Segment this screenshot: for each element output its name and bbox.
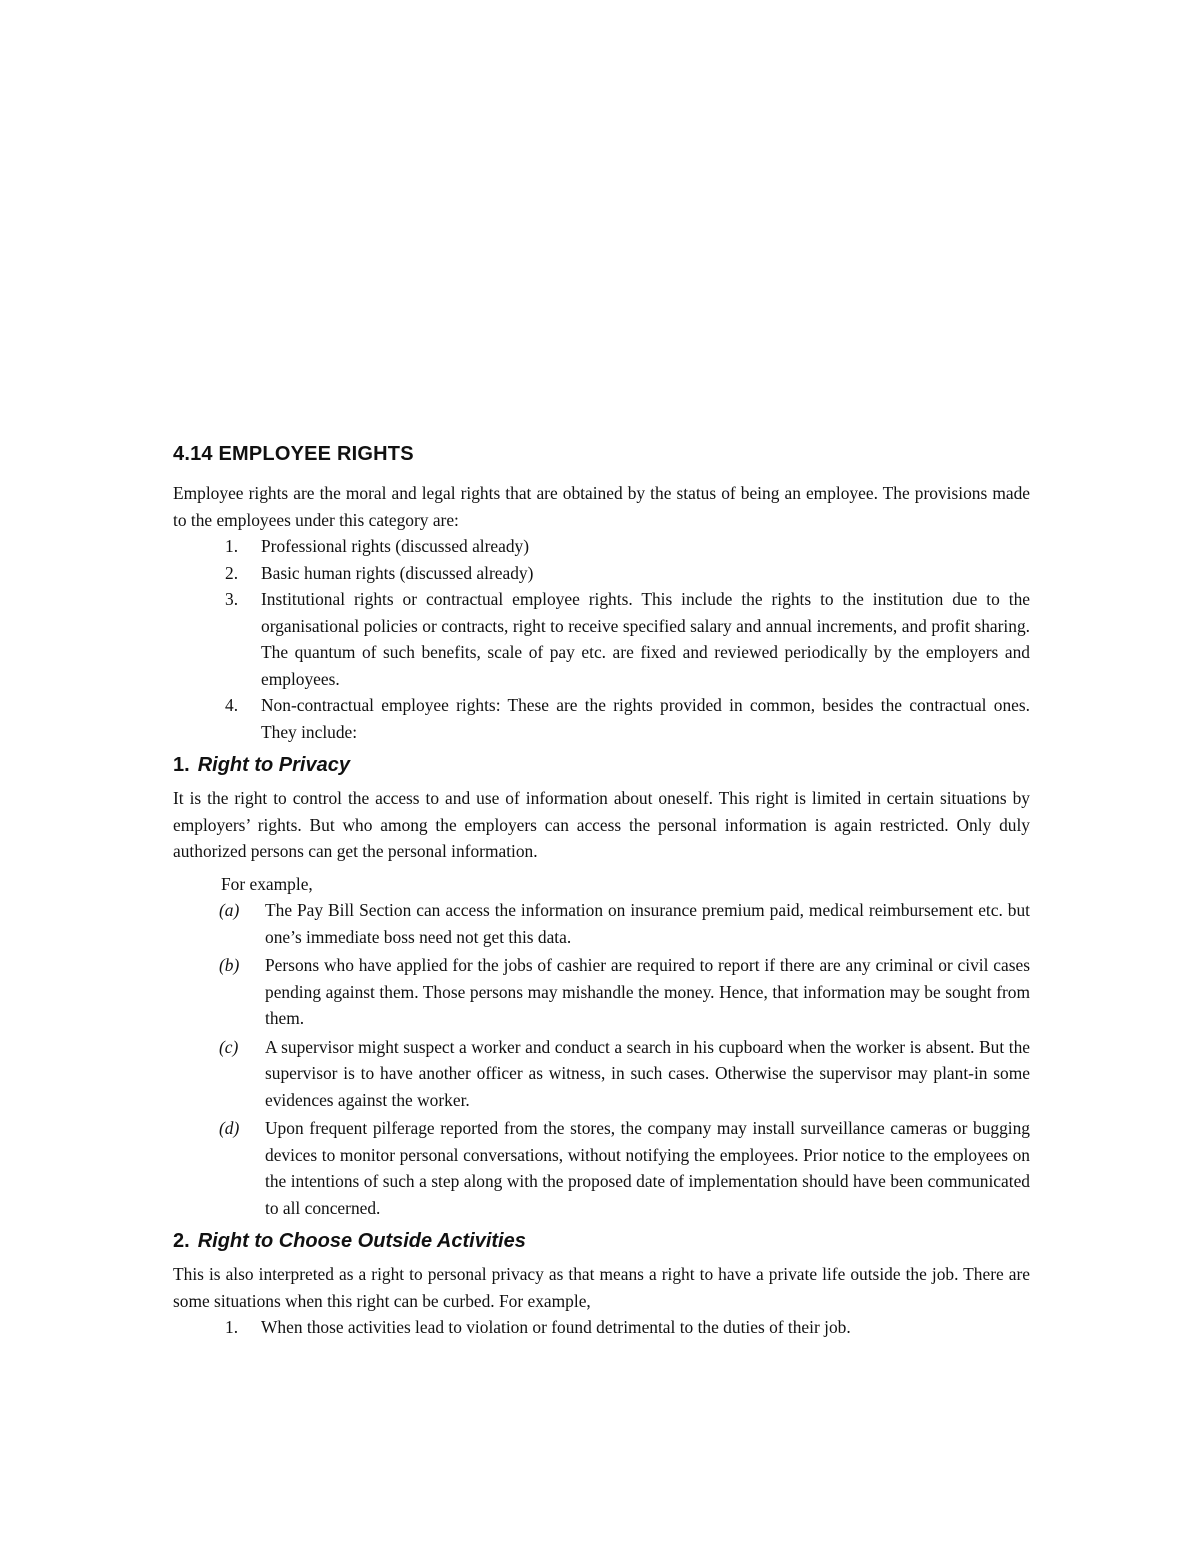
- list-item: [173, 586, 1030, 692]
- list-item: [173, 533, 1030, 560]
- list-item-text: Professional rights (discussed already): [261, 536, 530, 556]
- privacy-heading: [173, 751, 1030, 779]
- list-item-text: The Pay Bill Section can access the information on insurance premium paid, medical reimbursement etc. but one’s immediate boss need not get this data.: [265, 900, 1030, 947]
- list-item-text: Upon frequent pilferage reported from the stores, the company may install surveillance cameras or bugging devices to monitor personal conversations, without notifying the employees. Prior notice to the employees on the intentions of such a step along with the proposed date of implementation should have been communicated to all concerned.: [265, 1118, 1030, 1218]
- document-page: [173, 440, 1030, 1347]
- list-marker: (a): [219, 900, 240, 920]
- list-marker: 1.: [225, 1317, 239, 1337]
- privacy-paragraph: It is the right to control the access to and use of information about oneself. This right is limited in certain situations by employers’ rights. But who among the employers can access the personal information is again restricted. Only duly authorized persons can get the personal information.: [173, 788, 1030, 861]
- list-marker: (d): [219, 1118, 240, 1138]
- heading-number: 1.: [173, 754, 190, 776]
- list-marker: 4.: [225, 695, 239, 715]
- heading-title: Right to Choose Outside Activities: [197, 1230, 526, 1252]
- intro-paragraph: Employee rights are the moral and legal rights that are obtained by the status of being an employee. The provisions made to the employees under this category are:: [173, 483, 1030, 530]
- privacy-examples-list: [173, 897, 1030, 1221]
- list-item: [173, 560, 1030, 587]
- list-item: [173, 1034, 1030, 1114]
- heading-title: Right to Privacy: [197, 754, 350, 776]
- list-item: [173, 897, 1030, 950]
- list-item-text: When those activities lead to violation or found detrimental to the duties of their job.: [261, 1317, 851, 1337]
- list-marker: 1.: [225, 536, 239, 556]
- example-label: For example,: [221, 873, 313, 894]
- list-marker: (c): [219, 1036, 239, 1057]
- list-item-text: Persons who have applied for the jobs of cashier are required to report if there are any criminal or civil cases pending against them. Those persons may mishandle the money. Hence, that information may be sought from them.: [265, 955, 1030, 1028]
- rights-list: [173, 533, 1030, 745]
- heading-number: 2.: [173, 1230, 190, 1252]
- outside-activities-paragraph: This is also interpreted as a right to personal privacy as that means a right to have a private life outside the job. There are some situations when this right can be curbed. For example,: [173, 1264, 1030, 1311]
- outside-activities-heading: [173, 1227, 1030, 1255]
- list-item-text: A supervisor might suspect a worker and conduct a search in his cupboard when the worker is absent. But the supervisor is to have another officer as witness, in such cases. Otherwise the supervisor may plant-in some evidences against the worker.: [265, 1036, 1030, 1110]
- list-item-text: Basic human rights (discussed already): [261, 562, 534, 583]
- list-marker: 2.: [225, 562, 239, 583]
- list-item: [173, 952, 1030, 1032]
- list-item-text: Institutional rights or contractual employee rights. This include the rights to the institution due to the organisational policies or contracts, right to receive specified salary and annual increments, and profit sharing. The quantum of such benefits, scale of pay etc. are fixed and reviewed periodically by the employers and employees.: [261, 589, 1030, 689]
- outside-activities-list: [173, 1314, 1030, 1341]
- list-item: [173, 692, 1030, 745]
- list-item: [173, 1115, 1030, 1221]
- list-marker: 3.: [225, 589, 239, 609]
- list-item-text: Non-contractual employee rights: These are the rights provided in common, besides the contractual ones. They include:: [261, 695, 1030, 742]
- list-marker: (b): [219, 955, 240, 975]
- section-heading: 4.14 EMPLOYEE RIGHTS: [173, 443, 414, 465]
- list-item: [173, 1314, 1030, 1341]
